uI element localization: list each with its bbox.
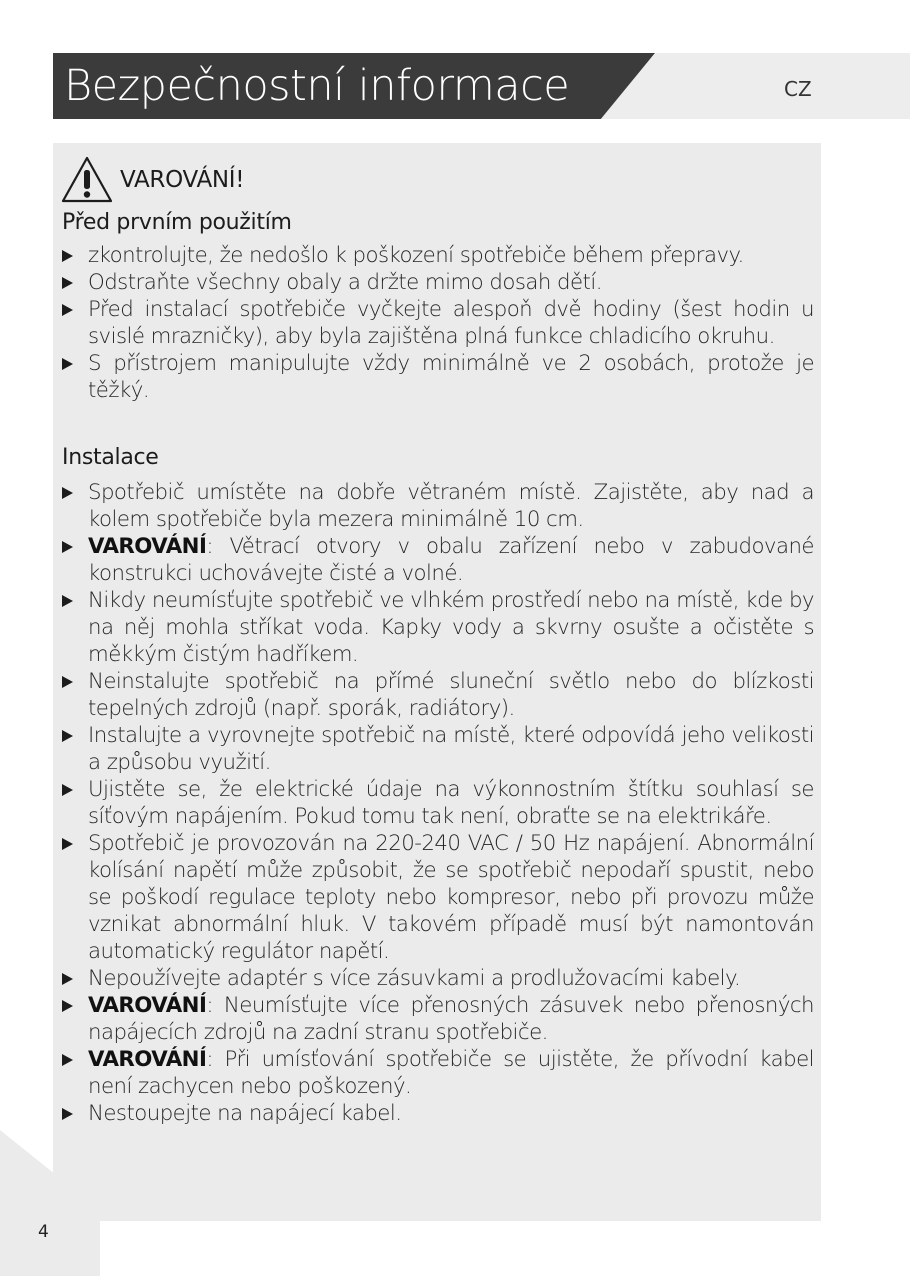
bullet-arrow-icon — [62, 1054, 73, 1066]
page-title: Bezpečnostní informace — [64, 61, 570, 111]
list-item-text: Spotřebič umístěte na dobře větraném místě. Zajistěte, aby nad a kolem spotřebiče byla mezera minimálně 10 cm. — [88, 480, 814, 532]
list-item — [62, 479, 814, 533]
bullet-arrow-icon — [62, 304, 73, 316]
list-item — [62, 965, 814, 992]
bullet-list — [62, 242, 814, 404]
bullet-arrow-icon — [62, 973, 73, 985]
list-item-text: Nikdy neumísťujte spotřebič ve vlhkém prostředí nebo na místě, kde by na něj mohla stříkat voda. Kapky vody a skvrny osušte a očistěte s měkkým čistým hadříkem. — [88, 588, 814, 667]
warning-heading — [60, 150, 244, 210]
list-item — [62, 242, 814, 269]
bullet-arrow-icon — [62, 676, 73, 688]
bullet-arrow-icon — [62, 595, 73, 607]
warning-title: VAROVÁNÍ! — [120, 167, 245, 193]
bullet-arrow-icon — [62, 1000, 73, 1012]
list-item — [62, 533, 814, 587]
warning-triangle-icon — [60, 155, 114, 205]
list-item — [62, 668, 814, 722]
list-item-text: zkontrolujte, že nedošlo k poškození spotřebiče během přepravy. — [88, 243, 744, 268]
list-item-text: Nepoužívejte adaptér s více zásuvkami a prodlužovacími kabely. — [88, 966, 741, 991]
bullet-arrow-icon — [62, 1108, 73, 1120]
list-item — [62, 296, 814, 350]
warning-keyword: VAROVÁNÍ — [88, 1047, 207, 1072]
list-item-text: Neinstalujte spotřebič na přímé sluneční světlo nebo do blízkosti tepelných zdrojů (např. sporák, radiátory). — [88, 669, 814, 721]
bullet-arrow-icon — [62, 487, 73, 499]
bullet-arrow-icon — [62, 838, 73, 850]
language-code: CZ — [784, 77, 812, 101]
section-heading: Instalace — [62, 445, 159, 470]
list-item-text: : Větrací otvory v obalu zařízení nebo v zabudované konstrukci uchovávejte čisté a volné. — [88, 534, 814, 586]
list-item-text: Před instalací spotřebiče vyčkejte alespoň dvě hodiny (šest hodin u svislé mrazničky), aby byla zajištěna plná funkce chladicího okruhu. — [88, 297, 814, 349]
page-number: 4 — [38, 1222, 49, 1242]
list-item-text: S přístrojem manipulujte vždy minimálně ve 2 osobách, protože je těžký. — [88, 351, 814, 403]
bullet-arrow-icon — [62, 250, 73, 262]
bullet-arrow-icon — [62, 730, 73, 742]
list-item-text: : Neumísťujte více přenosných zásuvek nebo přenosných napájecích zdrojů na zadní stranu spotřebiče. — [88, 993, 814, 1045]
list-item — [62, 1046, 814, 1100]
list-item-text: Instalujte a vyrovnejte spotřebič na místě, které odpovídá jeho velikosti a způsobu využití. — [88, 723, 814, 775]
list-item-text: : Při umísťování spotřebiče se ujistěte, že přívodní kabel není zachycen nebo poškozený. — [88, 1047, 814, 1099]
list-item — [62, 350, 814, 404]
list-item-text: Ujistěte se, že elektrické údaje na výkonnostním štítku souhlasí se síťovým napájením. Pokud tomu tak není, obraťte se na elektrikáře. — [88, 777, 814, 829]
list-item — [62, 992, 814, 1046]
bullet-list — [62, 479, 814, 1127]
list-item — [62, 776, 814, 830]
section-installation — [62, 443, 814, 1127]
section-heading: Před prvním použitím — [62, 210, 292, 235]
warning-keyword: VAROVÁNÍ — [88, 993, 207, 1018]
bullet-arrow-icon — [62, 358, 73, 370]
list-item-text: Spotřebič je provozován na 220-240 VAC / 50 Hz napájení. Abnormální kolísání napětí může způsobit, že se spotřebič nepodaří spustit, nebo se poškodí regulace teploty nebo kompresor, nebo při provozu může vznikat abnormální hluk. V takovém případě musí být namontován automatický regulátor napětí. — [88, 831, 814, 964]
list-item — [62, 722, 814, 776]
bullet-arrow-icon — [62, 541, 73, 553]
bullet-arrow-icon — [62, 784, 73, 796]
list-item — [62, 830, 814, 965]
list-item — [62, 1100, 814, 1127]
list-item — [62, 587, 814, 668]
list-item-text: Odstraňte všechny obaly a držte mimo dosah dětí. — [88, 270, 602, 295]
warning-keyword: VAROVÁNÍ — [88, 534, 207, 559]
list-item — [62, 269, 814, 296]
section-before-first-use — [62, 208, 814, 404]
list-item-text: Nestoupejte na napájecí kabel. — [88, 1101, 402, 1126]
bullet-arrow-icon — [62, 277, 73, 289]
